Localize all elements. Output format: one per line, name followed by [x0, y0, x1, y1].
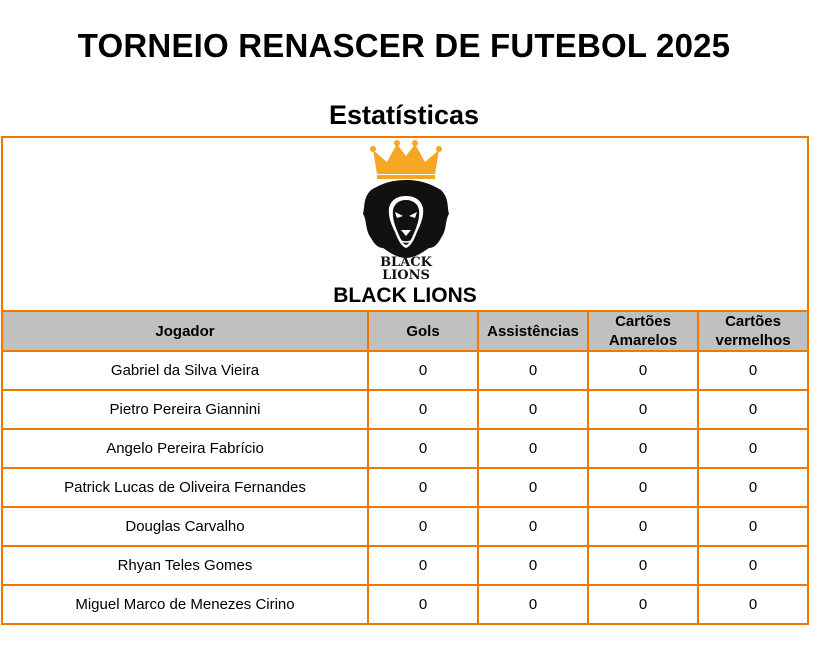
section-title: Estatísticas: [328, 100, 480, 130]
goals-cell: 0: [368, 468, 478, 507]
team-header-row: [2, 137, 808, 311]
logo-text-line2: LIONS: [382, 268, 430, 280]
stats-table: [1, 136, 809, 625]
crown-icon: [370, 140, 442, 179]
red-cards-cell: 0: [698, 390, 808, 429]
column-header-gols: Gols: [368, 311, 478, 351]
table-row: [2, 351, 808, 390]
column-header-cartoes-amarelos: Cartões Amarelos: [588, 311, 698, 351]
goals-cell: 0: [368, 507, 478, 546]
assists-cell: 0: [478, 390, 588, 429]
yellow-cards-cell: 0: [588, 429, 698, 468]
table-row: [2, 546, 808, 585]
red-cards-cell: 0: [698, 507, 808, 546]
column-header-row: [2, 311, 808, 351]
yellow-cards-cell: 0: [588, 507, 698, 546]
assists-cell: 0: [478, 507, 588, 546]
lion-head-icon: [363, 180, 449, 258]
player-name: Douglas Carvalho: [2, 507, 368, 546]
red-cards-cell: 0: [698, 585, 808, 624]
team-name: BLACK LIONS: [333, 284, 477, 307]
assists-cell: 0: [478, 468, 588, 507]
assists-cell: 0: [478, 429, 588, 468]
table-row: [2, 507, 808, 546]
yellow-cards-cell: 0: [588, 390, 698, 429]
goals-cell: 0: [368, 390, 478, 429]
table-row: [2, 390, 808, 429]
red-cards-cell: 0: [698, 468, 808, 507]
yellow-cards-cell: 0: [588, 351, 698, 390]
column-header-cartoes-vermelhos: Cartões vermelhos: [698, 311, 808, 351]
black-lions-logo: [361, 140, 451, 280]
goals-cell: 0: [368, 351, 478, 390]
assists-cell: 0: [478, 546, 588, 585]
red-cards-cell: 0: [698, 351, 808, 390]
column-header-assistencias: Assistências: [478, 311, 588, 351]
column-header-jogador: Jogador: [2, 311, 368, 351]
player-name: Miguel Marco de Menezes Cirino: [2, 585, 368, 624]
red-cards-cell: 0: [698, 429, 808, 468]
yellow-cards-cell: 0: [588, 546, 698, 585]
player-name: Rhyan Teles Gomes: [2, 546, 368, 585]
table-row: [2, 585, 808, 624]
player-name: Pietro Pereira Giannini: [2, 390, 368, 429]
goals-cell: 0: [368, 585, 478, 624]
team-cell: [2, 137, 808, 311]
assists-cell: 0: [478, 585, 588, 624]
logo-text-line1: BLACK: [380, 255, 432, 270]
yellow-cards-cell: 0: [588, 585, 698, 624]
table-row: [2, 468, 808, 507]
table-row: [2, 429, 808, 468]
goals-cell: 0: [368, 546, 478, 585]
player-name: Angelo Pereira Fabrício: [2, 429, 368, 468]
player-name: Gabriel da Silva Vieira: [2, 351, 368, 390]
assists-cell: 0: [478, 351, 588, 390]
page-title: TORNEIO RENASCER DE FUTEBOL 2025: [77, 27, 731, 64]
red-cards-cell: 0: [698, 546, 808, 585]
player-name: Patrick Lucas de Oliveira Fernandes: [2, 468, 368, 507]
goals-cell: 0: [368, 429, 478, 468]
yellow-cards-cell: 0: [588, 468, 698, 507]
